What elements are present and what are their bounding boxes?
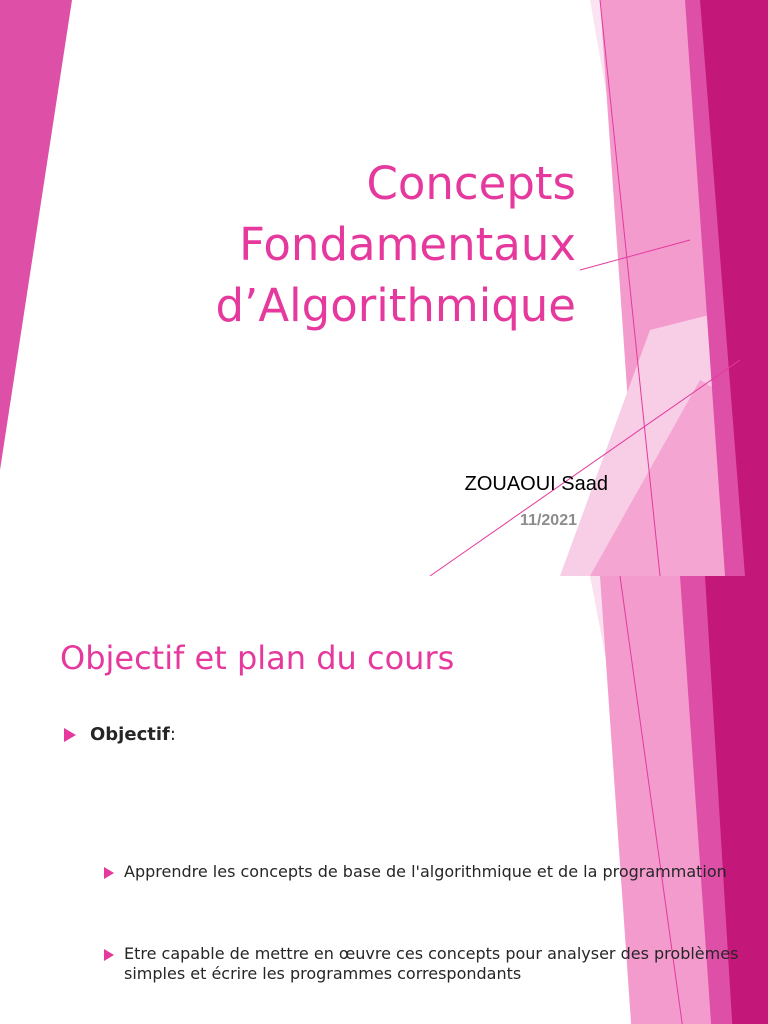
author-name: ZOUAOUI Saad [464, 473, 608, 495]
content-slide [0, 576, 768, 1024]
slide-heading: Objectif et plan du cours [60, 639, 455, 677]
bullet-label: Objectif [90, 724, 170, 745]
sub-bullet-text: Apprendre les concepts de base de l'algorithmique et de la programmation [124, 862, 727, 881]
bullet-colon: : [169, 724, 176, 745]
triangle-right-icon [104, 867, 114, 879]
triangle-right-icon [104, 949, 114, 961]
triangle-right-icon [64, 728, 76, 742]
slide-title: Concepts Fondamentaux d’Algorithmique [215, 157, 576, 332]
sub-bullet-text: Etre capable de mettre en œuvre ces concepts pour analyser des problèmes simples et écrire les programmes correspondants [124, 944, 739, 983]
sub-bullet-1 [104, 862, 754, 882]
presentation-date: 11/2021 [520, 512, 577, 529]
sub-bullet-2 [104, 944, 754, 984]
bullet-objectif [64, 724, 176, 745]
